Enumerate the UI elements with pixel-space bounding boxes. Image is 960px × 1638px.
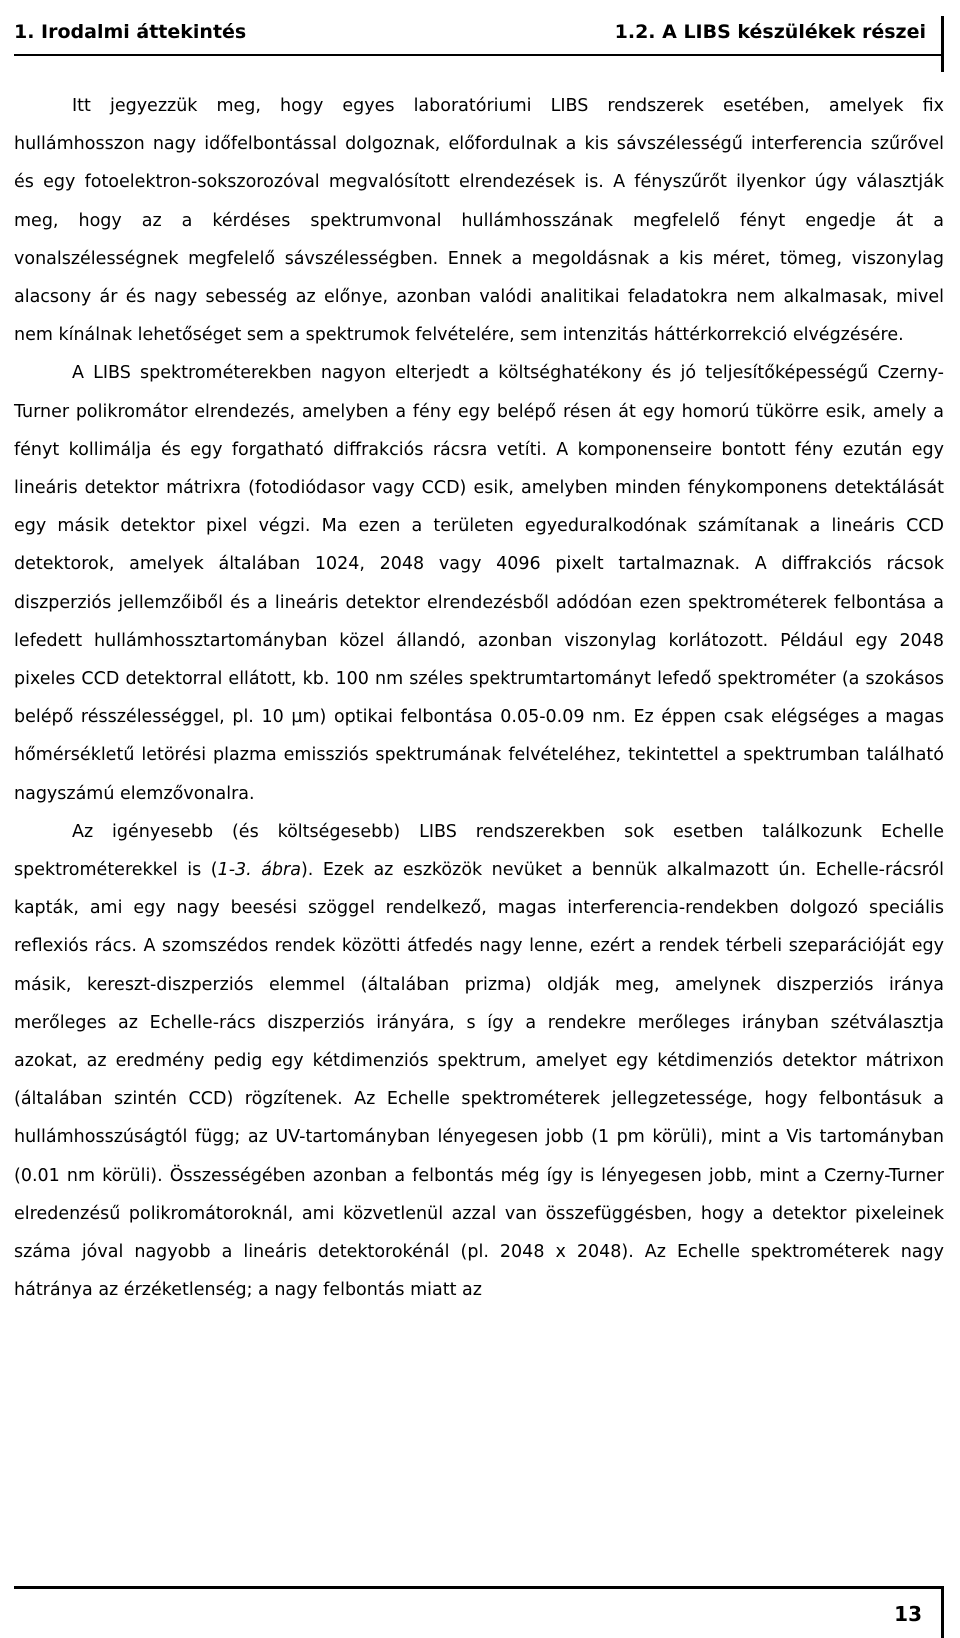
footer-vertical-rule: [941, 1586, 944, 1638]
paragraph-3-text-before: Az igényesebb (és költségesebb) LIBS rendszerekben sok esetben találkozunk Echelle spektrométerekkel is (: [14, 821, 944, 881]
paragraph-2: A LIBS spektrométerekben nagyon elterjedt a költséghatékony és jó teljesítőképességű Czerny-Turner polikromátor elrendezés, amelyben a fény egy belépő résen át egy homorú tükörre esik, amely a fényt kollimálja és egy forgatható diffrakciós rácsra vetíti. A komponenseire bontott fény ezután egy lineáris detektor mátrixra (fotodiódasor vagy CCD) esik, amelyben minden fénykomponens detektálását egy másik detektor pixel végzi. Ma ezen a területen egyeduralkodónak számítanak a lineáris CCD detektorok, amelyek általában 1024, 2048 vagy 4096 pixelt tartalmaznak. A diffrakciós rácsok diszperziós jellemzőiből és a lineáris detektor elrendezésből adódóan ezen spektrométerek felbontása a lefedett hullámhossztartományban közel állandó, azonban viszonylag korlátozott. Például egy 2048 pixeles CCD detektorral ellátott, kb. 100 nm széles spektrumtartományt lefedő spektrométer (a szokásos belépő résszélességgel, pl. 10 µm) optikai felbontása 0.05-0.09 nm. Ez éppen csak elégséges a magas hőmérsékletű letörési plazma emissziós spektrumának felvételéhez, tekintettel a spektrumban található nagyszámú elemzővonalra.: [14, 363, 944, 804]
paragraph-3: [14, 813, 944, 1310]
section-title: 1.2. A LIBS készülékek részei: [614, 21, 926, 43]
paragraph-3-text-after: ). Ezek az eszközök nevüket a bennük alkalmazott ún. Echelle-rácsról kapták, ami egy nagy beesési szöggel rendelkező, magas interferencia-rendekben dolgozó speciális reflexiós rács. A szomszédos rendek közötti átfedés nagy lenne, ezért a rendek térbeli szeparációját egy másik, kereszt-diszperziós elemmel (általában prizma) oldják meg, amelynek diszperziós iránya merőleges az Echelle-rács diszperziós irányára, s így a rendekre merőleges irányban szétválasztja azokat, az eredmény pedig egy kétdimenziós spektrum, amelyet egy kétdimenziós detektor mátrixon (általában szintén CCD) rögzítenek. Az Echelle spektrométerek jellegzetessége, hogy felbontásuk a hullámhosszúságtól függ; az UV-tartományban lényegesen jobb (1 pm körüli), mint a Vis tartományban (0.01 nm körüli). Összességében azonban a felbontás még így is lényegesen jobb, mint a Czerny-Turner elredenzésű polikromátoroknál, ami közvetlenül azzal van összefüggésben, hogy a detektor pixeleinek száma jóval nagyobb a lineáris detektorokénál (pl. 2048 x 2048). Az Echelle spektrométerek nagy hátránya az érzéketlenség; a nagy felbontás miatt az: [14, 860, 945, 1301]
footer-horizontal-rule: [14, 1586, 944, 1589]
figure-reference: 1-3. ábra: [217, 860, 301, 881]
chapter-title: 1. Irodalmi áttekintés: [14, 21, 247, 43]
page-number: 13: [894, 1602, 922, 1626]
header-vertical-rule: [941, 16, 944, 72]
body-text: [14, 87, 944, 1310]
page-header: [14, 16, 944, 56]
paragraph-1: Itt jegyezzük meg, hogy egyes laboratóriumi LIBS rendszerek esetében, amelyek fix hullámhosszon nagy időfelbontással dolgoznak, előfordulnak a kis sávszélességű interferencia szűrővel és egy fotoelektron-sokszorozóval megvalósított elrendezések is. A fényszűrőt ilyenkor úgy választják meg, hogy az a kérdéses spektrumvonal hullámhosszának megfelelő fényt engedje át a vonalszélességnek megfelelő sávszélességben. Ennek a megoldásnak a kis méret, tömeg, viszonylag alacsony ár és nagy sebesség az előnye, azonban valódi analitikai feladatokra nem alkalmasak, mivel nem kínálnak lehetőséget sem a spektrumok felvételére, sem intenzitás háttérkorrekció elvégzésére.: [14, 96, 944, 346]
page-footer: [14, 1586, 944, 1638]
